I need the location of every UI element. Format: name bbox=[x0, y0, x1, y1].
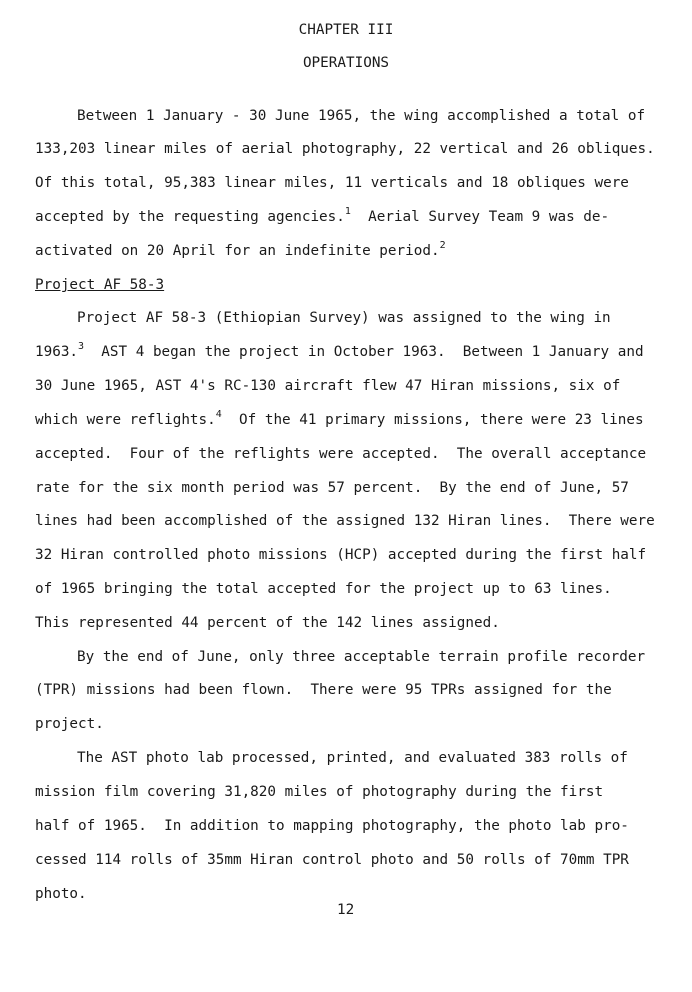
section-heading: OPERATIONS bbox=[302, 55, 390, 71]
paragraph-2-line-10: This represented 44 percent of the 142 lines assigned. bbox=[35, 615, 500, 631]
chapter-title: CHAPTER III bbox=[298, 22, 394, 38]
paragraph-2-line-2-text-a: 1963. bbox=[35, 344, 79, 360]
paragraph-2-line-4-text-b: Of the 41 primary missions, there were 23 lines bbox=[221, 412, 644, 428]
paragraph-1-line-1: Between 1 January - 30 June 1965, the wing accomplished a total of bbox=[77, 108, 646, 124]
paragraph-2-line-4 bbox=[35, 411, 644, 429]
paragraph-4-line-3: half of 1965. In addition to mapping photography, the photo lab pro- bbox=[35, 818, 629, 834]
paragraph-3-line-1: By the end of June, only three acceptable terrain profile recorder bbox=[77, 649, 646, 665]
footnote-ref-1: 1 bbox=[344, 206, 351, 217]
footnote-ref-3: 3 bbox=[78, 341, 85, 352]
paragraph-1-line-5-text: activated on 20 April for an indefinite period. bbox=[35, 243, 440, 259]
paragraph-1-line-4-text-a: accepted by the requesting agencies. bbox=[35, 209, 345, 225]
paragraph-2-line-7: lines had been accomplished of the assigned 132 Hiran lines. There were bbox=[35, 513, 655, 529]
paragraph-4-line-2: mission film covering 31,820 miles of photography during the first bbox=[35, 784, 604, 800]
footnote-ref-4: 4 bbox=[215, 409, 222, 420]
paragraph-2-line-2 bbox=[35, 343, 644, 361]
page-number: 12 bbox=[337, 902, 355, 918]
paragraph-4-line-4: cessed 114 rolls of 35mm Hiran control photo and 50 rolls of 70mm TPR bbox=[35, 852, 629, 868]
paragraph-1-line-4-text-b: Aerial Survey Team 9 was de- bbox=[350, 209, 610, 225]
paragraph-2-line-2-text-b: AST 4 began the project in October 1963. Between 1 January and bbox=[84, 344, 644, 360]
paragraph-2-line-5: accepted. Four of the reflights were accepted. The overall acceptance bbox=[35, 446, 647, 462]
paragraph-3-line-2: (TPR) missions had been flown. There were 95 TPRs assigned for the bbox=[35, 682, 612, 698]
paragraph-2-line-3: 30 June 1965, AST 4's RC-130 aircraft flew 47 Hiran missions, six of bbox=[35, 378, 621, 394]
paragraph-2-line-1: Project AF 58-3 (Ethiopian Survey) was assigned to the wing in bbox=[77, 310, 611, 326]
paragraph-3-line-3: project. bbox=[35, 716, 104, 732]
paragraph-4-line-1: The AST photo lab processed, printed, and evaluated 383 rolls of bbox=[77, 750, 628, 766]
paragraph-2-line-9: of 1965 bringing the total accepted for the project up to 63 lines. bbox=[35, 581, 612, 597]
footnote-ref-2: 2 bbox=[439, 240, 446, 251]
paragraph-4-line-5: photo. bbox=[35, 886, 87, 902]
project-heading: Project AF 58-3 bbox=[35, 277, 165, 293]
paragraph-1-line-2: 133,203 linear miles of aerial photography, 22 vertical and 26 obliques. bbox=[35, 141, 655, 157]
paragraph-2-line-6: rate for the six month period was 57 percent. By the end of June, 57 bbox=[35, 480, 629, 496]
paragraph-1-line-4 bbox=[35, 208, 609, 226]
paragraph-2-line-4-text-a: which were reflights. bbox=[35, 412, 216, 428]
paragraph-1-line-5 bbox=[35, 242, 446, 260]
paragraph-1-line-3: Of this total, 95,383 linear miles, 11 verticals and 18 obliques were bbox=[35, 175, 629, 191]
paragraph-2-line-8: 32 Hiran controlled photo missions (HCP) accepted during the first half bbox=[35, 547, 647, 563]
